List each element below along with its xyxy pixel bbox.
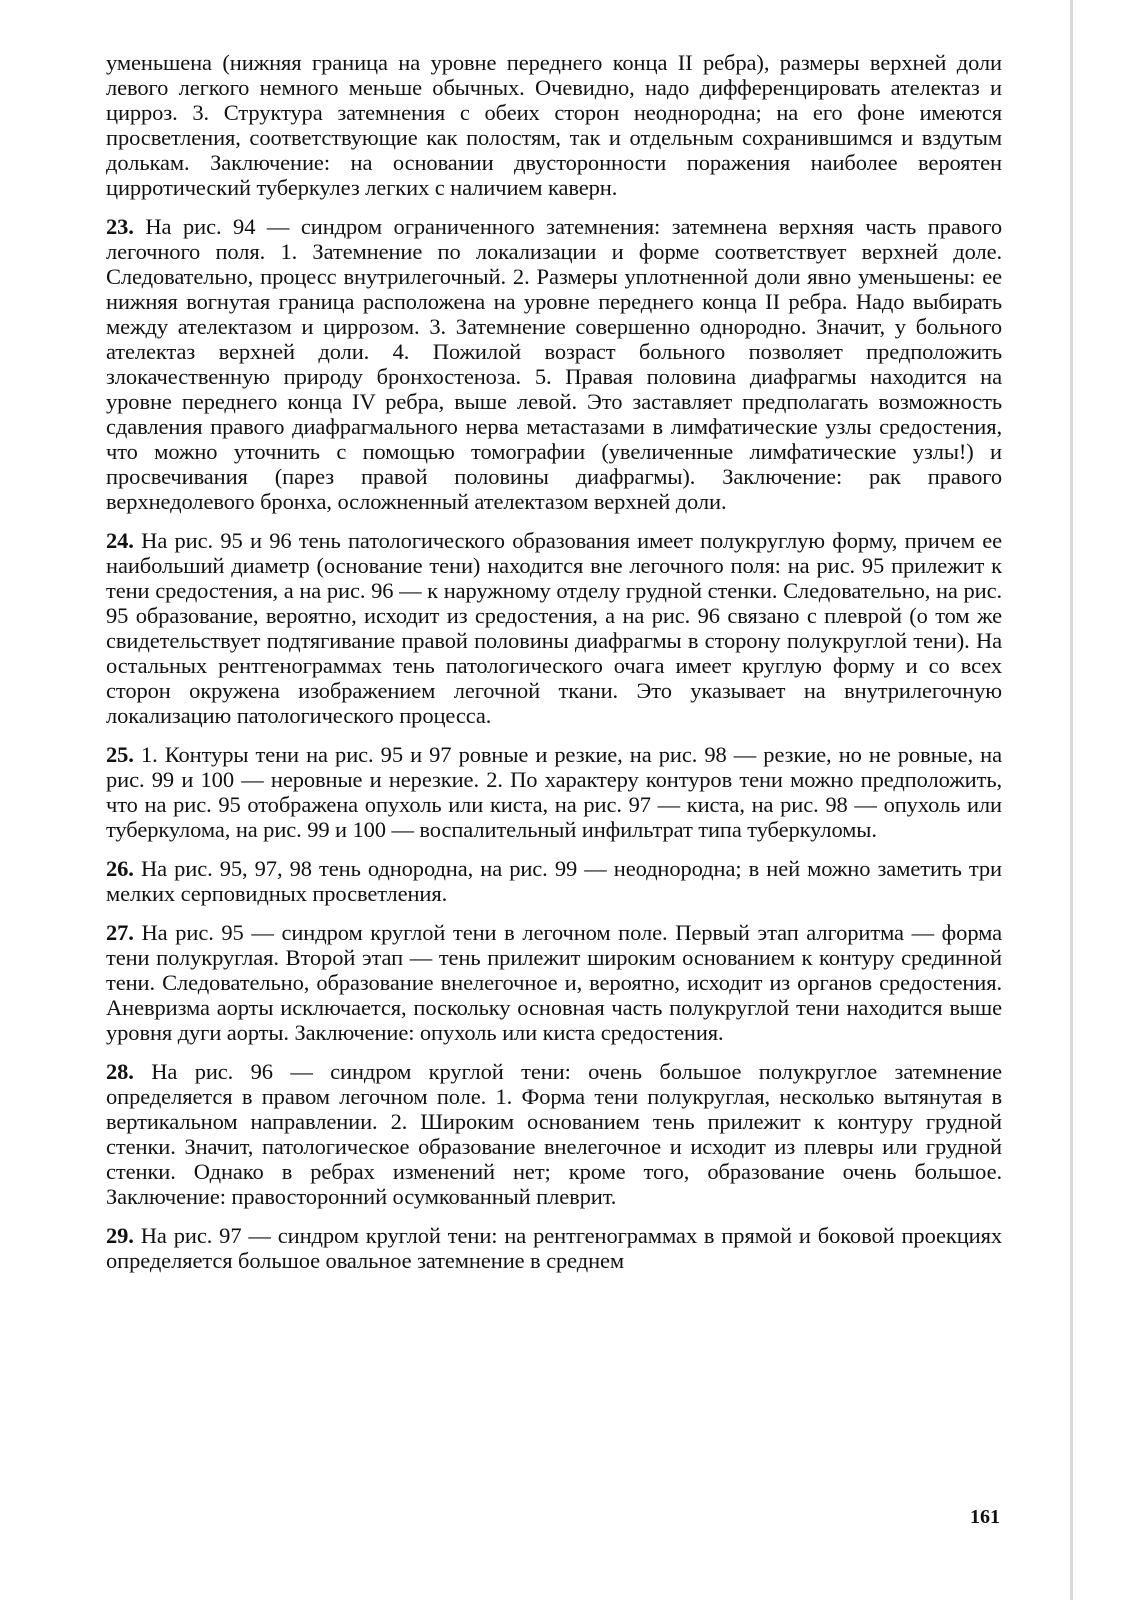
paragraph-text: На рис. 96 — синдром круглой тени: очень большое полукруглое затемнение определяется в правом легочном поле. 1. Форма тени полукруглая, несколько вытянутая в вертикальном направлении. 2. Широким основанием тень прилежит к контуру грудной стенки. Значит, патологическое образование внелегочное и исходит из плевры или грудной стенки. Однако в ребрах изменений нет; кроме того, образование очень большое. Заключение: правосторонний осумкованный плеврит. [106,1059,1002,1209]
paragraph-continuation [106,50,1002,200]
paragraph-29 [106,1223,1002,1273]
book-spine-shadow [1070,0,1073,1600]
paragraph-number: 23. [106,214,134,239]
paragraph-text: На рис. 95 — синдром круглой тени в легочном поле. Первый этап алгоритма — форма тени полукруглая. Второй этап — тень прилежит широким основанием к контуру срединной тени. Следовательно, образование внелегочное и, вероятно, исходит из органов средостения. Аневризма аорты исключается, поскольку основная часть полукруглой тени находится выше уровня дуги аорты. Заключение: опухоль или киста средостения. [106,920,1002,1045]
paragraph-number: 27. [106,920,134,945]
paragraph-number: 25. [106,742,134,767]
paragraph-number: 26. [106,856,134,881]
paragraph-text: 1. Контуры тени на рис. 95 и 97 ровные и резкие, на рис. 98 — резкие, но не ровные, на рис. 99 и 100 — неровные и нерезкие. 2. По характеру контуров тени можно предположить, что на рис. 95 отображена опухоль или киста, на рис. 97 — киста, на рис. 98 — опухоль или туберкулома, на рис. 99 и 100 — воспалительный инфильтрат типа туберкуломы. [106,742,1002,842]
paragraph-25 [106,742,1002,842]
paragraph-number: 28. [106,1059,134,1084]
paragraph-28 [106,1059,1002,1209]
page-number: 161 [970,1506,1000,1528]
body-text [106,50,1002,1287]
paragraph-26 [106,856,1002,906]
paragraph-text: На рис. 94 — синдром ограниченного затемнения: затемнена верхняя часть правого легочного поля. 1. Затемнение по локализации и форме соответствует верхней доле. Следовательно, процесс внутрилегочный. 2. Размеры уплотненной доли явно уменьшены: ее нижняя вогнутая граница расположена на уровне переднего конца II ребра. Надо выбирать между ателектазом и циррозом. 3. Затемнение совершенно однородно. Значит, у больного ателектаз верхней доли. 4. Пожилой возраст больного позволяет предположить злокачественную природу бронхостеноза. 5. Правая половина диафрагмы находится на уровне переднего конца IV ребра, выше левой. Это заставляет предполагать возможность сдавления правого диафрагмального нерва метастазами в лимфатические узлы средостения, что можно уточнить с помощью томографии (увеличенные лимфатические узлы!) и просвечивания (парез правой половины диафрагмы). Заключение: рак правого верхнедолевого бронха, осложненный ателектазом верхней доли. [106,214,1002,514]
paragraph-24 [106,528,1002,728]
paragraph-text: уменьшена (нижняя граница на уровне переднего конца II ребра), размеры верхней доли левого легкого немного меньше обычных. Очевидно, надо дифференцировать ателектаз и цирроз. 3. Структура затемнения с обеих сторон неоднородна; на его фоне имеются просветления, соответствующие как полостям, так и отдельным сохранившимся и вздутым долькам. Заключение: на основании двусторонности поражения наиболее вероятен цирротический туберкулез легких с наличием каверн. [106,50,1002,200]
paragraph-text: На рис. 95, 97, 98 тень однородна, на рис. 99 — неоднородна; в ней можно заметить три мелких серповидных просветления. [106,856,1002,906]
paragraph-23 [106,214,1002,514]
paragraph-number: 29. [106,1223,134,1248]
paragraph-text: На рис. 95 и 96 тень патологического образования имеет полукруглую форму, причем ее наибольший диаметр (основание тени) находится вне легочного поля: на рис. 95 прилежит к тени средостения, а на рис. 96 — к наружному отделу грудной стенки. Следовательно, на рис. 95 образование, вероятно, исходит из средостения, а на рис. 96 связано с плеврой (о том же свидетельствует подтягивание правой половины диафрагмы в сторону полукруглой тени). На остальных рентгенограммах тень патологического очага имеет круглую форму и со всех сторон окружена изображением легочной ткани. Это указывает на внутрилегочную локализацию патологического процесса. [106,528,1003,728]
paragraph-text: На рис. 97 — синдром круглой тени: на рентгенограммах в прямой и боковой проекциях определяется большое овальное затемнение в среднем [106,1223,1002,1273]
paragraph-27 [106,920,1002,1045]
paragraph-number: 24. [106,528,134,553]
